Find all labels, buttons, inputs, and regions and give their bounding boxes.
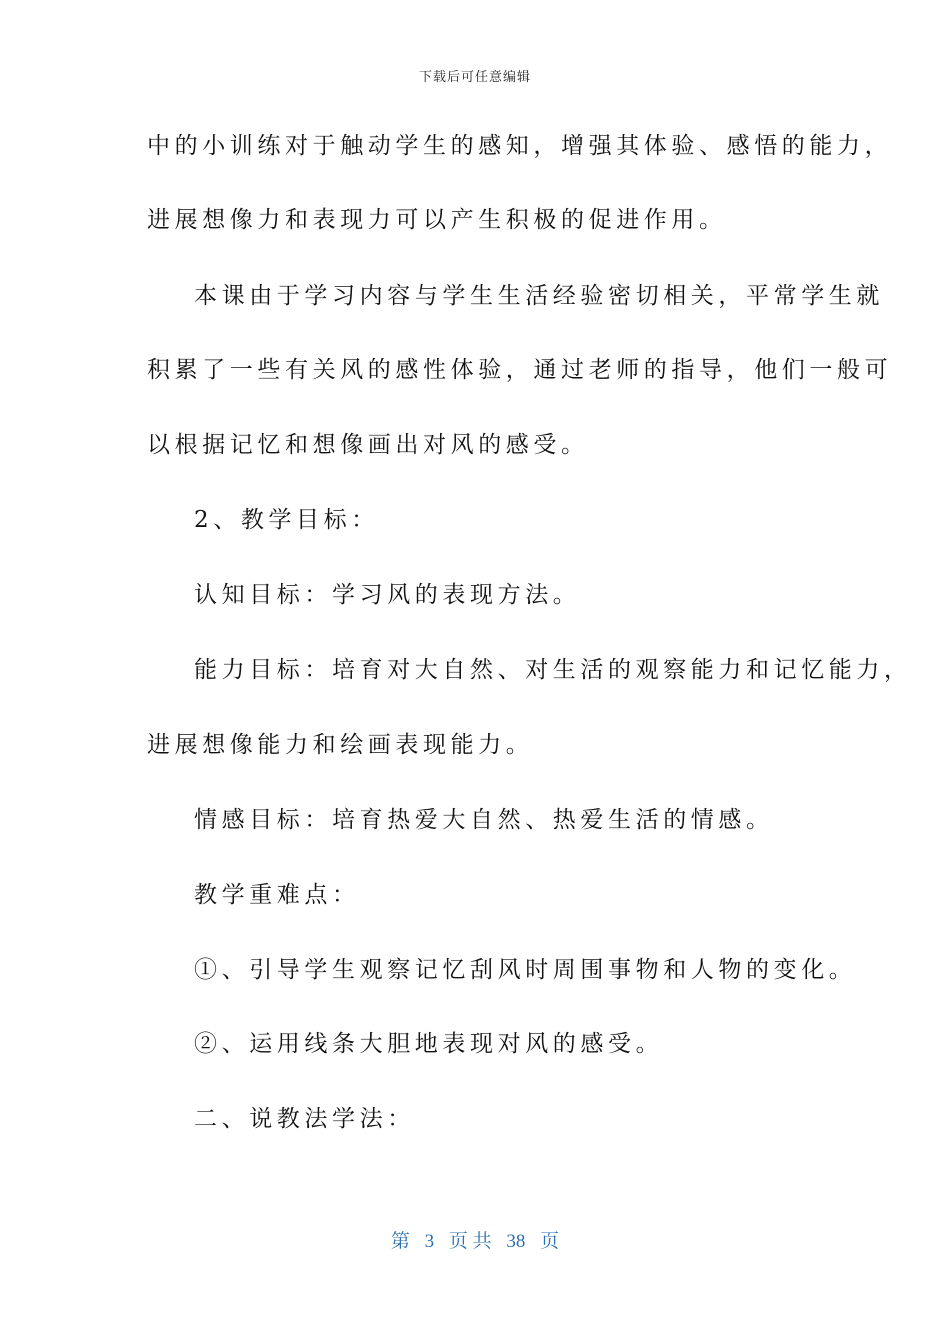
difficulty-item-1: ①、引导学生观察记忆刮风时周围事物和人物的变化。	[194, 957, 857, 983]
footer-total-pages: 38	[506, 1231, 526, 1252]
section-heading-teaching-goals: 2、教学目标：	[194, 507, 379, 533]
ability-goal-cont: 进展想像能力和绘画表现能力。	[147, 732, 534, 758]
emotion-goal: 情感目标：培育热爱大自然、热爱生活的情感。	[194, 807, 774, 833]
ability-goal: 能力目标：培育对大自然、对生活的观察能力和记忆能力，	[194, 657, 912, 683]
footer-middle: 页 共	[448, 1231, 492, 1252]
body-line-2: 进展想像力和表现力可以产生积极的促进作用。	[147, 207, 727, 233]
body-line-3: 本课由于学习内容与学生生活经验密切相关，平常学生就	[194, 283, 884, 309]
body-line-5: 以根据记忆和想像画出对风的感受。	[147, 432, 589, 458]
footer-suffix: 页	[540, 1231, 560, 1252]
footer-prefix: 第	[390, 1231, 410, 1252]
body-line-1: 中的小训练对于触动学生的感知，增强其体验、感悟的能力，	[147, 133, 893, 159]
key-difficulties-heading: 教学重难点：	[194, 882, 360, 908]
page-footer	[0, 1226, 950, 1253]
section-heading-methods: 二、说教法学法：	[194, 1106, 415, 1132]
body-line-4: 积累了一些有关风的感性体验，通过老师的指导，他们一般可	[147, 357, 893, 383]
difficulty-item-2: ②、运用线条大胆地表现对风的感受。	[194, 1031, 664, 1057]
footer-page-number: 3	[424, 1231, 435, 1252]
header-note: 下载后可任意编辑	[418, 70, 531, 85]
cognitive-goal: 认知目标：学习风的表现方法。	[194, 582, 581, 608]
